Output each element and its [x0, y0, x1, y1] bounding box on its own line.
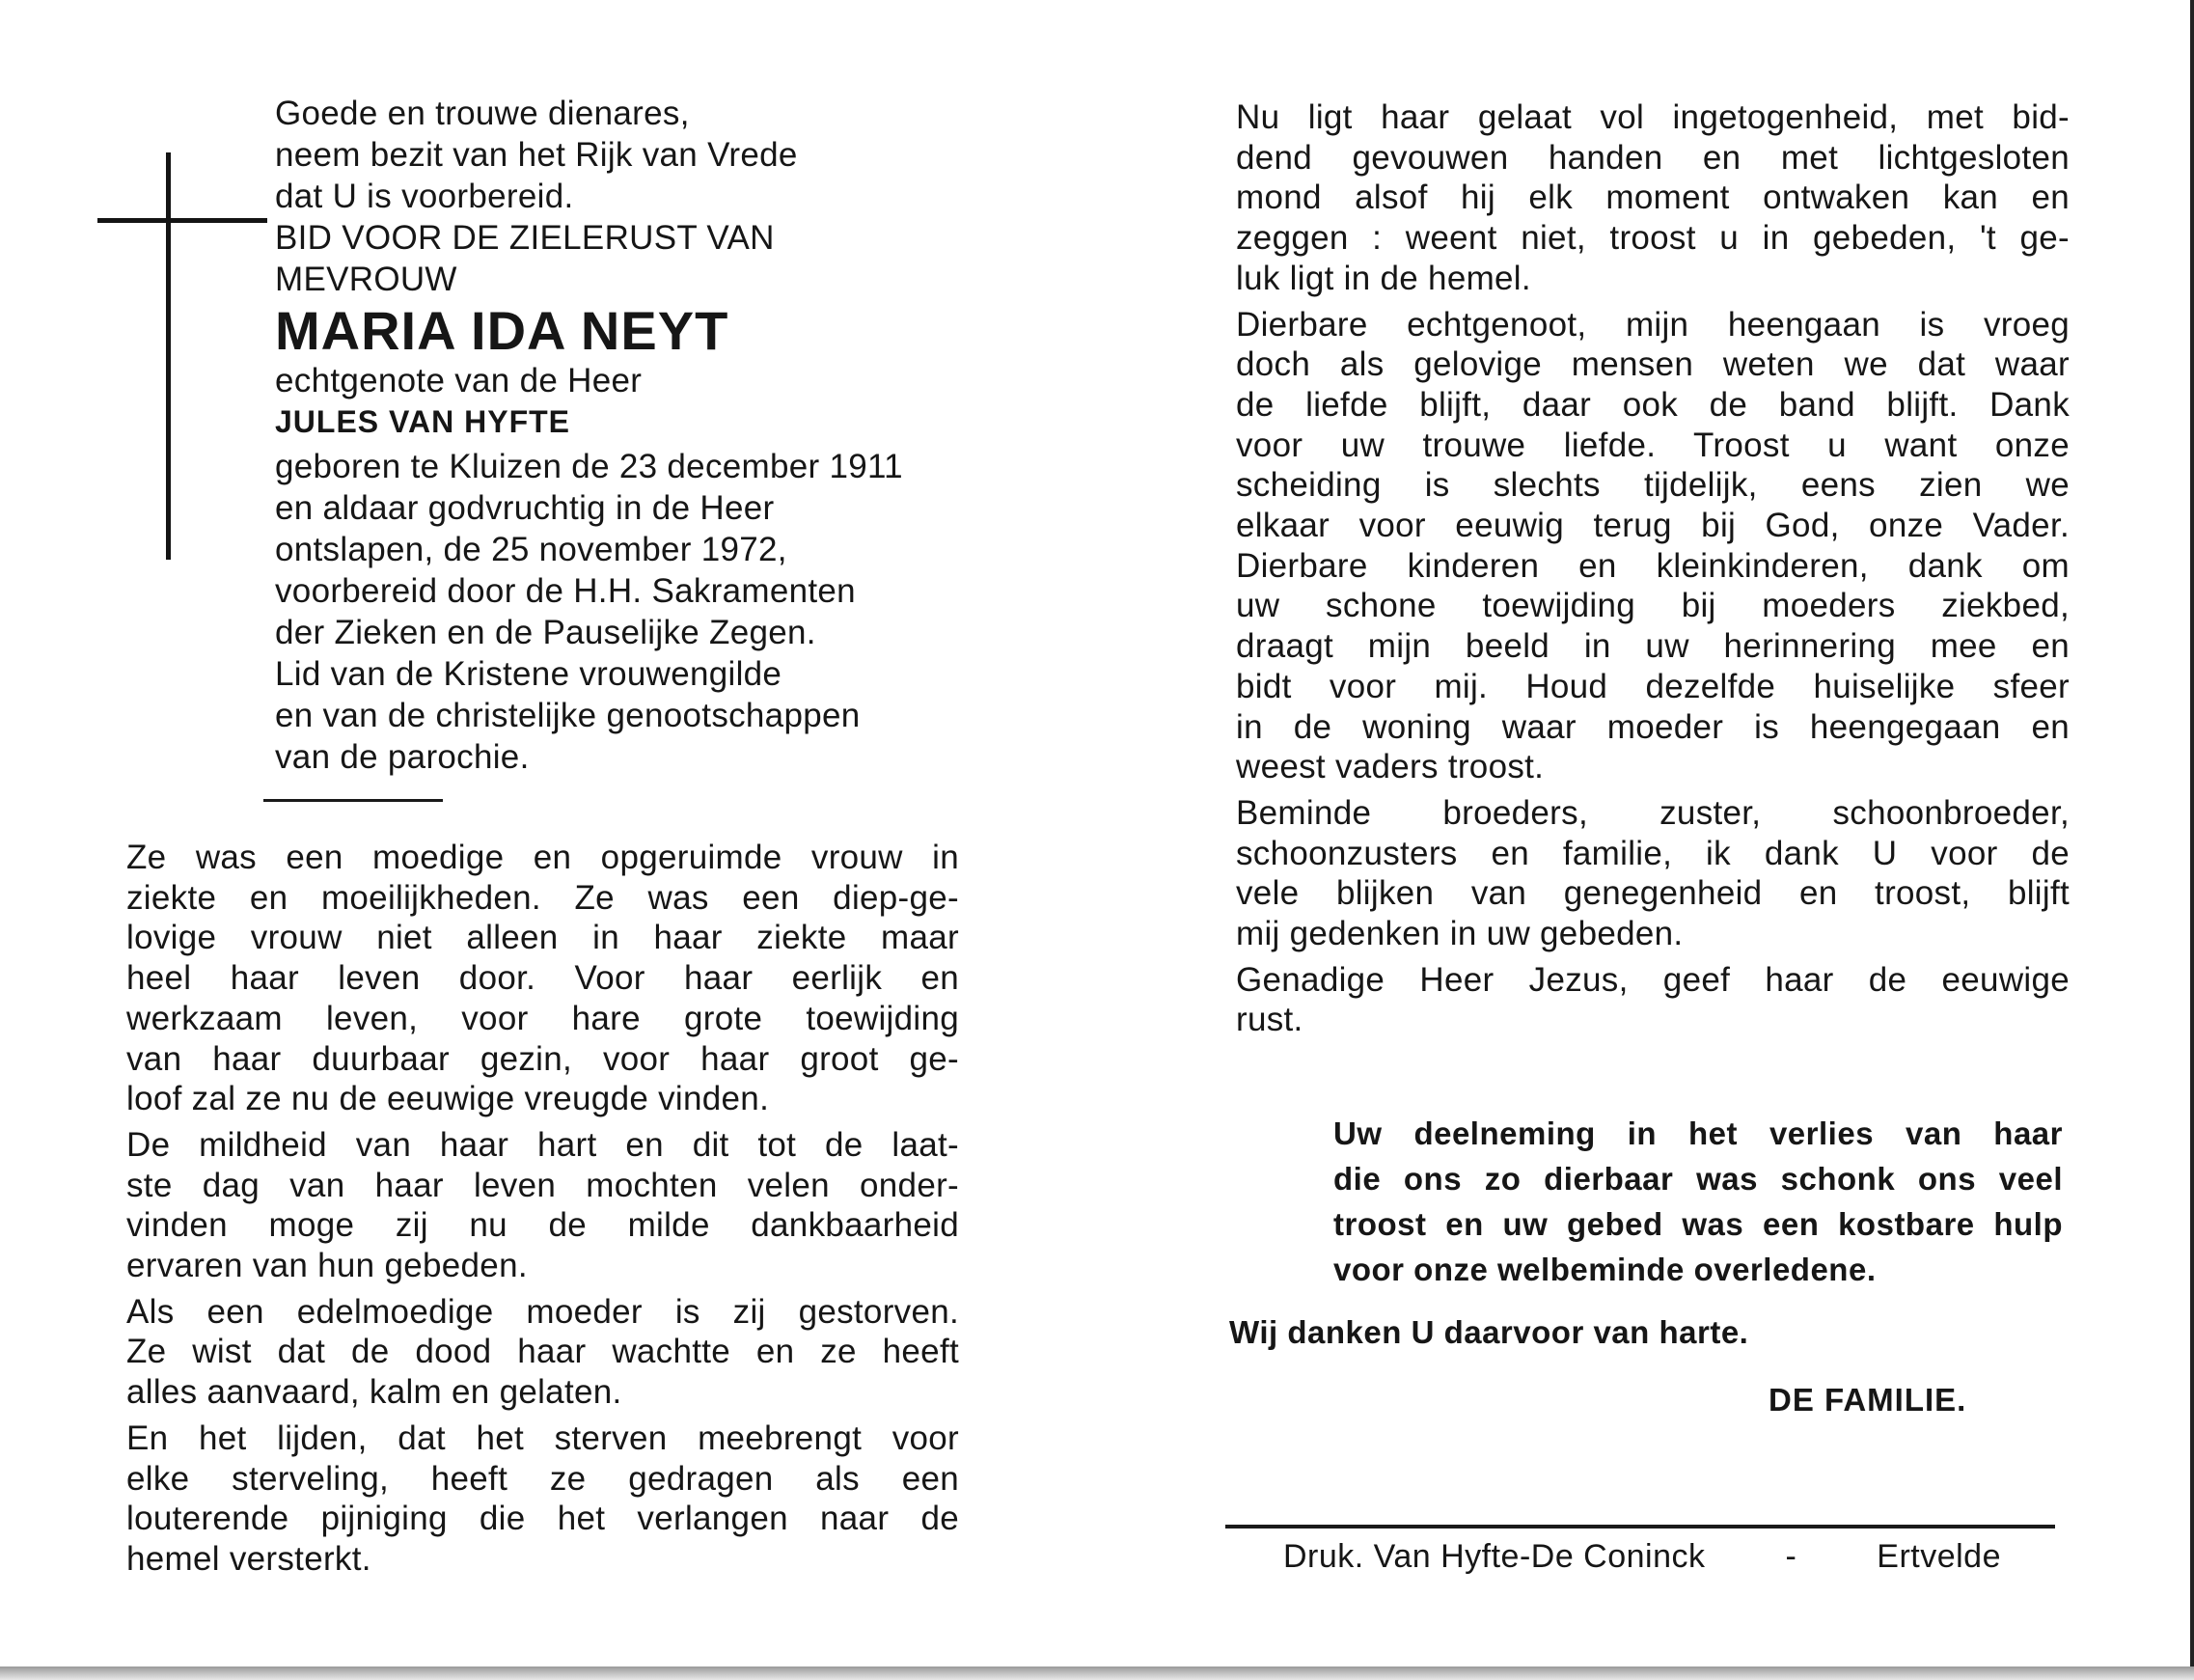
text-line: loof zal ze nu de eeuwige vreugde vinden.	[126, 1080, 770, 1118]
thanks-line: voor onze welbeminde overledene.	[1333, 1252, 1877, 1287]
text-line: Dierbare kinderen en kleinkinderen, dank om	[1236, 546, 2070, 585]
text-line: voor uw trouwe liefde. Troost u want onze	[1236, 426, 2070, 464]
bio-line: geboren te Kluizen de 23 december 1911	[275, 448, 903, 485]
text-line: Beminde broeders, zuster, schoonbroeder,	[1236, 793, 2070, 832]
paragraph	[1236, 793, 2070, 954]
cross-icon-horizontal-bar	[97, 218, 267, 223]
family-signature: DE FAMILIE.	[1769, 1382, 1967, 1418]
text-line: vele blijken van genegenheid en troost, blijft	[1236, 874, 2070, 913]
paragraph	[1236, 960, 2070, 1040]
thanks-line: troost en uw gebed was een kostbare hulp	[1333, 1206, 2063, 1242]
text-line: rust.	[1236, 1001, 1303, 1039]
text-line: dend gevouwen handen en met lichtgesloten	[1236, 138, 2070, 177]
bio-line: en aldaar godvruchtig in de Heer	[275, 489, 775, 527]
text-line: Nu ligt haar gelaat vol ingetogenheid, met bid-	[1236, 98, 2070, 136]
request-line: MEVROUW	[275, 261, 457, 298]
printer-name: Druk. Van Hyfte-De Coninck	[1283, 1538, 1706, 1575]
prayer-line: neem bezit van het Rijk van Vrede	[275, 136, 798, 174]
prayer-line: Goede en trouwe dienares,	[275, 95, 690, 132]
right-text-column	[1236, 97, 2070, 1046]
text-line: van haar duurbaar gezin, voor haar groot ge-	[126, 1039, 959, 1078]
bio-line: voorbereid door de H.H. Sakramenten	[275, 572, 856, 610]
bio-line: ontslapen, de 25 november 1972,	[275, 531, 787, 568]
printer-credit	[1283, 1538, 2001, 1576]
text-line: Ze wist dat de dood haar wachtte en ze heeft	[126, 1333, 959, 1371]
text-line: in de woning waar moeder is heengegaan en	[1236, 707, 2070, 746]
paragraph	[126, 1125, 959, 1286]
text-line: ziekte en moeilijkheden. Ze was een diep-ge-	[126, 878, 959, 917]
bio-line: der Zieken en de Pauselijke Zegen.	[275, 614, 816, 651]
text-line: Ze was een moedige en opgeruimde vrouw in	[126, 839, 959, 876]
text-line: vinden moge zij nu de milde dankbaarheid	[126, 1206, 959, 1245]
text-line: Genadige Heer Jezus, geef haar de eeuwige	[1236, 960, 2070, 999]
text-line: werkzaam leven, voor hare grote toewijding	[126, 999, 959, 1037]
divider-long	[1225, 1525, 2055, 1529]
text-line: Als een edelmoedige moeder is zij gestorven.	[126, 1292, 959, 1331]
text-line: bidt voor mij. Houd dezelfde huiselijke sfeer	[1236, 667, 2070, 705]
text-line: De mildheid van haar hart en dit tot de laat-	[126, 1125, 959, 1164]
text-line: zeggen : weent niet, troost u in gebeden, 't ge-	[1236, 219, 2070, 258]
text-line: Dierbare echtgenoot, mijn heengaan is vroeg	[1236, 305, 2070, 344]
paragraph	[126, 838, 959, 1119]
intro-block	[275, 93, 970, 778]
text-line: hemel versterkt.	[126, 1539, 371, 1578]
text-line: luk ligt in de hemel.	[1236, 259, 1531, 297]
deceased-name: MARIA IDA NEYT	[275, 300, 729, 361]
printer-separator: -	[1785, 1538, 1797, 1575]
cross-icon-vertical-bar	[166, 152, 171, 560]
spouse-name: JULES VAN HYFTE	[275, 404, 570, 439]
bio-line: van de parochie.	[275, 738, 530, 776]
text-line: weest vaders troost.	[1236, 748, 1545, 786]
text-line: elkaar voor eeuwig terug bij God, onze Vader.	[1236, 507, 2070, 545]
text-line: ste dag van haar leven mochten velen onder-	[126, 1166, 959, 1204]
request-line: BID VOOR DE ZIELERUST VAN	[275, 219, 775, 257]
thanks-closing: Wij danken U daarvoor van harte.	[1229, 1314, 1749, 1350]
paragraph	[126, 1418, 959, 1580]
bio-line: en van de christelijke genootschappen	[275, 697, 861, 734]
text-line: mond alsof hij elk moment ontwaken kan en	[1236, 179, 2070, 217]
card-edge-bottom	[0, 1666, 2194, 1680]
left-text-column	[126, 838, 959, 1585]
text-line: heel haar leven door. Voor haar eerlijk en	[126, 959, 959, 998]
text-line: scheiding is slechts tijdelijk, eens zien we	[1236, 466, 2070, 505]
text-line: uw schone toewijding bij moeders ziekbed,	[1236, 587, 2070, 625]
text-line: mij gedenken in uw gebeden.	[1236, 915, 1684, 953]
thanks-line: Uw deelneming in het verlies van haar	[1333, 1115, 2063, 1151]
text-line: de liefde blijft, daar ook de band blijft. Dank	[1236, 385, 2070, 424]
thanks-line: die ons zo dierbaar was schonk ons veel	[1333, 1161, 2063, 1197]
text-line: doch als gelovige mensen weten we dat waar	[1236, 345, 2070, 384]
text-line: ervaren van hun gebeden.	[126, 1247, 528, 1285]
paragraph	[1236, 305, 2070, 787]
divider-short	[263, 799, 443, 802]
text-line: draagt mijn beeld in uw herinnering mee en	[1236, 627, 2070, 666]
printer-place: Ertvelde	[1877, 1538, 2001, 1575]
bio-line: Lid van de Kristene vrouwengilde	[275, 655, 782, 693]
text-line: louterende pijniging die het verlangen naar de	[126, 1500, 959, 1538]
text-line: En het lijden, dat het sterven meebrengt voor	[126, 1418, 959, 1457]
text-line: elke sterveling, heeft ze gedragen als een	[126, 1459, 959, 1498]
thanks-block	[1333, 1111, 2063, 1292]
spouse-intro: echtgenote van de Heer	[275, 362, 643, 399]
text-line: lovige vrouw niet alleen in haar ziekte maar	[126, 919, 959, 957]
paragraph	[126, 1292, 959, 1413]
prayer-line: dat U is voorbereid.	[275, 178, 574, 215]
text-line: schoonzusters en familie, ik dank U voor de	[1236, 834, 2070, 872]
paragraph	[1236, 97, 2070, 299]
card-edge-right	[2190, 0, 2194, 1680]
text-line: alles aanvaard, kalm en gelaten.	[126, 1373, 622, 1412]
